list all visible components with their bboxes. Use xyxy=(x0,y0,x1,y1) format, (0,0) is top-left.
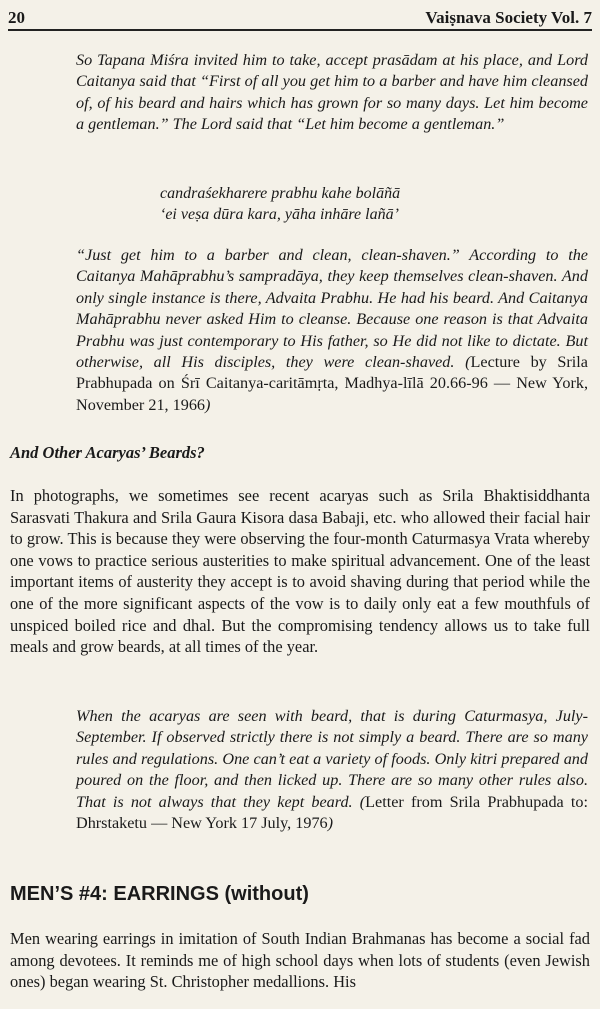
header-rule xyxy=(8,29,592,31)
quote2-close: ) xyxy=(205,395,211,414)
page-header xyxy=(8,4,592,28)
quote2-citation: Lecture by Srila Prabhupada on Śrī Caitanya-caritāmṛta, Madhya-līlā 20.66-96 — New York, November 21, 1966 xyxy=(76,353,588,414)
subheading: And Other Acaryas’ Beards? xyxy=(10,443,205,462)
verse-line-2: ‘ei veṣa dūra kara, yāha inhāre lañā’ xyxy=(160,206,399,223)
page-number: 20 xyxy=(8,8,25,27)
quote-clean-shaven xyxy=(76,245,588,416)
quote3-text: When the acaryas are seen with beard, that is during Caturmasya, July-September. If observed strictly there is not simply a beard. There are so many rules and regulations. One can’t eat a variety of foods. Only kitri prepared and poured on the floor, and then licked up. There are so many other rules also. That is not always that they kept beard. ( xyxy=(76,707,588,811)
quote-caturmasya xyxy=(76,706,588,834)
running-title: Vaiṣnava Society Vol. 7 xyxy=(425,8,592,27)
section-heading: MEN’S #4: EARRINGS (without) xyxy=(10,883,309,905)
quote3-close: ) xyxy=(327,814,334,833)
quote2-text: “Just get him to a barber and clean, clean-shaven.” According to the Caitanya Mahāprabhu’s sampradāya, they keep themselves clean-shaven. And only single instance is there, Advaita Prabhu. He had his beard. And Caitanya Mahāprabhu never asked Him to cleanse. Because one reason is that Advaita Prabhu was just contemporary to His father, so He did not like to dictate. But otherwise, all His disciples, they were clean-shaved. ( xyxy=(76,246,588,372)
paragraph-acaryas: In photographs, we sometimes see recent acaryas such as Srila Bhaktisiddhanta Sarasvati Thakura and Srila Gaura Kisora dasa Babaji, etc. who allowed their facial hair to grow. This is because they were observing the four-month Caturmasya Vrata whereby one vows to practice serious austerities to make spiritual advancement. One of the least important items of austerity they accept is to avoid shaving during that period while the one of the more significant aspects of the vow is to daily only eat a few mouthfuls of unspiced boiled rice and dhal. But the compromising tendency allows us to take full meals and grow beards, at all times of the year. xyxy=(10,486,590,657)
sanskrit-verse xyxy=(160,183,580,225)
quote-tapana-misra: So Tapana Miśra invited him to take, accept prasādam at his place, and Lord Caitanya said that “First of all you get him to a barber and have him cleansed of, of his beard and hairs which has grown for so many days. Let him become a gentleman.” The Lord said that “Let him become a gentleman.” xyxy=(76,51,588,134)
quote3-citation: Letter from Srila Prabhupada to: Dhrstaketu — New York 17 July, 1976 xyxy=(76,792,588,833)
paragraph-earrings: Men wearing earrings in imitation of South Indian Brahmanas has become a social fad among devotees. It reminds me of high school days when lots of students (even Jewish ones) began wearing St. Christopher medallions. His xyxy=(10,929,590,992)
verse-line-1: candraśekharere prabhu kahe bolāñā xyxy=(160,185,401,202)
